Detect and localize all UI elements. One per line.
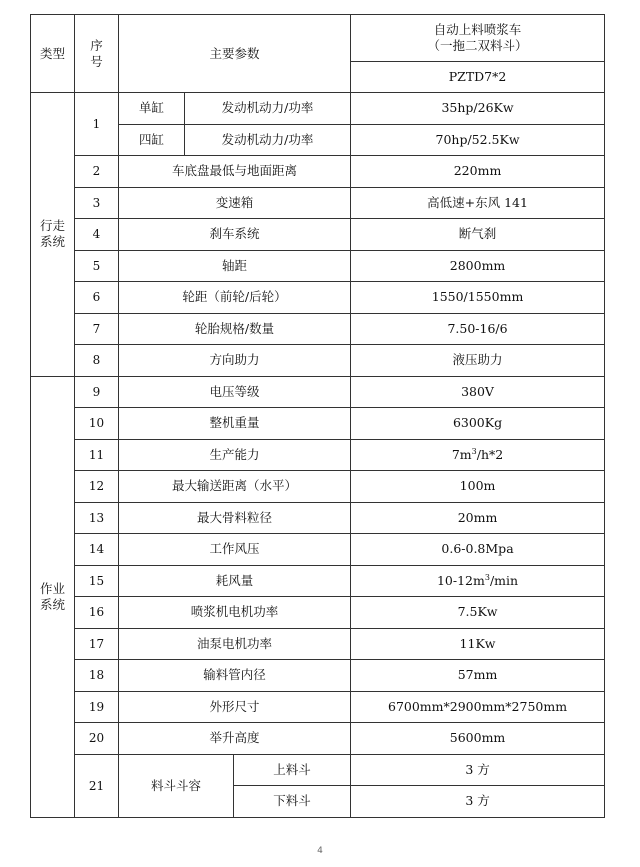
row-value: 20mm [351,502,605,534]
row-value: 0.6-0.8Mpa [351,534,605,566]
table-row [31,376,605,408]
table-row [31,691,605,723]
row-value: 1550/1550mm [351,282,605,314]
row-param: 车底盘最低与地面距离 [119,156,351,188]
header-row [31,15,605,62]
header-model-name [351,15,605,62]
row-value: 70hp/52.5Kw [351,124,605,156]
row-param: 工作风压 [119,534,351,566]
table-row [31,723,605,755]
table-row [31,439,605,471]
row-value: 220mm [351,156,605,188]
table-row [31,250,605,282]
row-num: 1 [75,93,119,156]
table-row [31,565,605,597]
model-name-line2: （一拖二双料斗） [427,38,528,53]
row-num: 6 [75,282,119,314]
row-value: 7.5Kw [351,597,605,629]
row-param: 喷浆机电机功率 [119,597,351,629]
row-value: 6700mm*2900mm*2750mm [351,691,605,723]
table-row [31,534,605,566]
row-sub: 上料斗 [234,754,351,786]
model-name-line1: 自动上料喷浆车 [433,22,522,37]
row-num: 12 [75,471,119,503]
row-sub: 四缸 [119,124,185,156]
row-num: 18 [75,660,119,692]
row-value: 57mm [351,660,605,692]
row-param: 举升高度 [119,723,351,755]
row-num: 21 [75,754,119,817]
row-value: 高低速+东风 141 [351,187,605,219]
row-param: 整机重量 [119,408,351,440]
row-num: 15 [75,565,119,597]
row-num: 16 [75,597,119,629]
row-value: 35hp/26Kw [351,93,605,125]
row-param: 电压等级 [119,376,351,408]
row-num: 4 [75,219,119,251]
row-param: 发动机动力/功率 [185,124,351,156]
group-travel: 行走系统 [31,93,75,377]
row-value: 7.50-16/6 [351,313,605,345]
table-row [31,219,605,251]
table-row [31,471,605,503]
page-number: 4 [317,846,323,856]
row-param: 外形尺寸 [119,691,351,723]
row-sub: 下料斗 [234,786,351,818]
row-value: 100m [351,471,605,503]
table-row [31,93,605,125]
row-num: 3 [75,187,119,219]
table-row [31,282,605,314]
row-num: 10 [75,408,119,440]
row-value: 11Kw [351,628,605,660]
row-num: 5 [75,250,119,282]
row-num: 17 [75,628,119,660]
row-num: 8 [75,345,119,377]
row-param: 轮距（前轮/后轮） [119,282,351,314]
row-num: 19 [75,691,119,723]
spec-table [30,14,605,818]
row-value: 2800mm [351,250,605,282]
row-param: 耗风量 [119,565,351,597]
table-row [31,156,605,188]
row-value: 3 方 [351,786,605,818]
row-value: 断气刹 [351,219,605,251]
row-param: 方向助力 [119,345,351,377]
row-value: 液压助力 [351,345,605,377]
table-row [31,345,605,377]
row-value: $10-12m^3/\min$ [351,565,605,597]
table-row [31,502,605,534]
table-row [31,660,605,692]
table-row [31,408,605,440]
row-param: 料斗斗容 [119,754,234,817]
header-model-code: PZTD7*2 [351,62,605,93]
row-value: 5600mm [351,723,605,755]
header-category: 类型 [31,15,75,93]
row-value: 3 方 [351,754,605,786]
table-row [31,754,605,786]
row-num: 20 [75,723,119,755]
row-num: 7 [75,313,119,345]
row-param: 输料管内径 [119,660,351,692]
row-param: 轮胎规格/数量 [119,313,351,345]
row-num: 11 [75,439,119,471]
row-param: 变速箱 [119,187,351,219]
row-value: 380V [351,376,605,408]
table-row [31,597,605,629]
group-work: 作业系统 [31,376,75,817]
row-sub: 单缸 [119,93,185,125]
row-num: 13 [75,502,119,534]
row-param: 发动机动力/功率 [185,93,351,125]
row-param: 油泵电机功率 [119,628,351,660]
row-value: $7m^3/h*2$ [351,439,605,471]
table-row [31,187,605,219]
row-param: 最大输送距离（水平） [119,471,351,503]
header-seq: 序号 [75,15,119,93]
row-num: 9 [75,376,119,408]
header-params: 主要参数 [119,15,351,93]
row-num: 2 [75,156,119,188]
row-param: 刹车系统 [119,219,351,251]
table-row [31,313,605,345]
table-row [31,628,605,660]
row-value: 6300Kg [351,408,605,440]
row-param: 最大骨料粒径 [119,502,351,534]
row-param: 生产能力 [119,439,351,471]
row-param: 轴距 [119,250,351,282]
row-num: 14 [75,534,119,566]
